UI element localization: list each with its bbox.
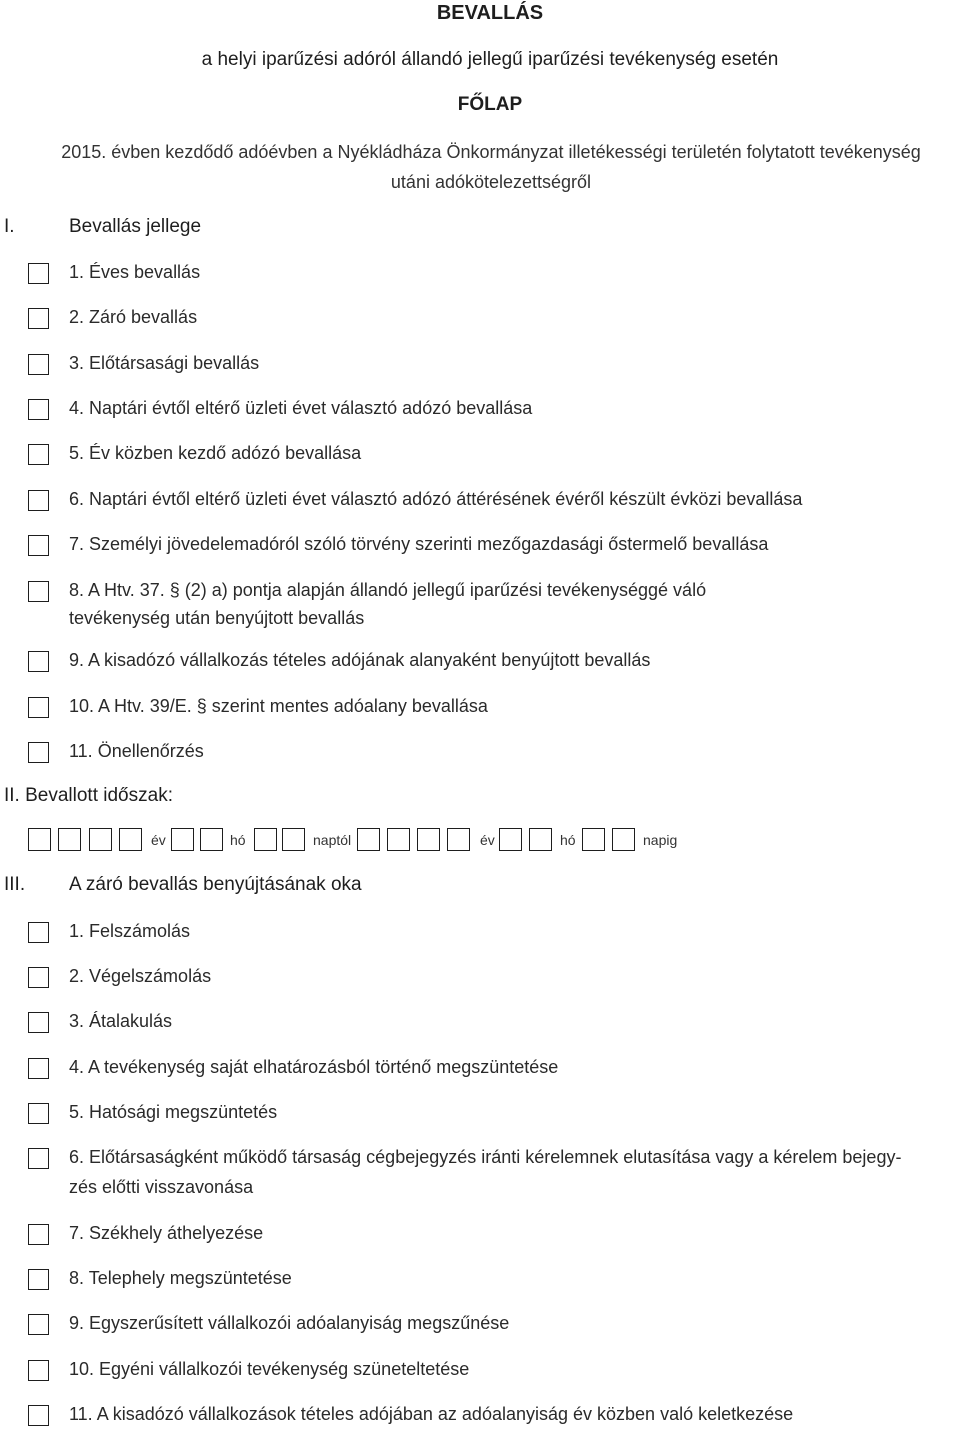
- year-from-label: év: [151, 832, 166, 848]
- section-1-number: I.: [4, 216, 15, 237]
- checkbox-telephely-megszuntetes[interactable]: [28, 1269, 49, 1290]
- day-to-label: napig: [643, 832, 678, 848]
- day-to-digit-2[interactable]: [612, 828, 635, 851]
- option-label: 3. Átalakulás: [69, 1011, 173, 1031]
- month-to-digit-1[interactable]: [499, 828, 522, 851]
- checkbox-ev-kozben-kezdo[interactable]: [28, 444, 49, 465]
- year-from-digit-4[interactable]: [119, 828, 142, 851]
- option-label: 4. A tevékenység saját elhatározásból történő megszüntetése: [69, 1057, 559, 1077]
- year-to-digit-1[interactable]: [357, 828, 380, 851]
- form-title: BEVALLÁS: [436, 2, 544, 24]
- option-label: 11. Önellenőrzés: [69, 741, 204, 761]
- checkbox-hatosagi-megszuntetes[interactable]: [28, 1103, 49, 1124]
- checkbox-eves-bevallas[interactable]: [28, 263, 49, 284]
- year-to-label: év: [480, 832, 495, 848]
- section-3-number: III.: [4, 874, 26, 895]
- checkbox-onellenorzes[interactable]: [28, 742, 49, 763]
- year-from-digit-1[interactable]: [28, 828, 51, 851]
- option-label: 5. Hatósági megszüntetés: [69, 1102, 278, 1122]
- year-from-digit-3[interactable]: [89, 828, 112, 851]
- form-sheet-label: FŐLAP: [457, 94, 523, 115]
- option-label: 9. A kisadózó vállalkozás tételes adójának alanyaként benyújtott bevallás: [69, 650, 651, 670]
- month-from-label: hó: [230, 832, 246, 848]
- option-label: 6. Előtársaságként működő társaság cégbejegyzés iránti kérelemnek elutasítása vagy a kérelem bejegy-: [69, 1147, 902, 1167]
- option-label: 1. Felszámolás: [69, 921, 191, 941]
- checkbox-ostermelo[interactable]: [28, 535, 49, 556]
- option-label: 4. Naptári évtől eltérő üzleti évet választó adózó bevallása: [69, 398, 533, 418]
- option-label: 1. Éves bevallás: [69, 262, 201, 282]
- option-label: 8. Telephely megszüntetése: [69, 1268, 292, 1288]
- option-label: 2. Végelszámolás: [69, 966, 212, 986]
- option-label: 6. Naptári évtől eltérő üzleti évet választó adózó áttérésének évéről készült évközi bevallása: [69, 489, 803, 509]
- day-from-digit-1[interactable]: [254, 828, 277, 851]
- form-subtitle: a helyi iparűzési adóról állandó jellegű iparűzési tevékenység esetén: [201, 49, 779, 70]
- day-from-label: naptól: [313, 832, 352, 848]
- option-label-continued: tevékenység után benyújtott bevallás: [69, 608, 365, 628]
- month-to-digit-2[interactable]: [529, 828, 552, 851]
- checkbox-zaro-bevallas[interactable]: [28, 308, 49, 329]
- section-3-title: A záró bevallás benyújtásának oka: [69, 874, 362, 895]
- checkbox-eltero-uzleti-ev[interactable]: [28, 399, 49, 420]
- checkbox-felszamolas[interactable]: [28, 922, 49, 943]
- checkbox-mentes-adoalany[interactable]: [28, 697, 49, 718]
- checkbox-szuneteltetes[interactable]: [28, 1360, 49, 1381]
- checkbox-elotarsasag-elutasitas[interactable]: [28, 1148, 49, 1169]
- month-to-label: hó: [560, 832, 576, 848]
- month-from-digit-1[interactable]: [171, 828, 194, 851]
- option-label: 5. Év közben kezdő adózó bevallása: [69, 443, 362, 463]
- checkbox-kisadozo[interactable]: [28, 651, 49, 672]
- day-to-digit-1[interactable]: [582, 828, 605, 851]
- option-label: 11. A kisadózó vállalkozások tételes adójában az adóalanyiság év közben való keletkezése: [69, 1404, 794, 1424]
- checkbox-eva-megszunes[interactable]: [28, 1314, 49, 1335]
- section-2-title: II. Bevallott időszak:: [4, 785, 173, 806]
- option-label: 3. Előtársasági bevallás: [69, 353, 260, 373]
- option-label: 10. A Htv. 39/E. § szerint mentes adóalany bevallása: [69, 696, 488, 716]
- checkbox-atteres-evkozi[interactable]: [28, 490, 49, 511]
- option-label: 7. Személyi jövedelemadóról szóló törvény szerinti mezőgazdasági őstermelő bevallása: [69, 534, 769, 554]
- option-label: 2. Záró bevallás: [69, 307, 198, 327]
- year-to-digit-4[interactable]: [447, 828, 470, 851]
- year-to-digit-2[interactable]: [387, 828, 410, 851]
- intro-line-1: 2015. évben kezdődő adóévben a Nyékládháza Önkormányzat illetékességi területén folytatott tevékenység: [61, 142, 921, 162]
- intro-line-2: utáni adókötelezettségről: [390, 172, 592, 192]
- checkbox-vegelszamolas[interactable]: [28, 967, 49, 988]
- checkbox-atalakulas[interactable]: [28, 1012, 49, 1033]
- day-from-digit-2[interactable]: [282, 828, 305, 851]
- month-from-digit-2[interactable]: [200, 828, 223, 851]
- option-label: 8. A Htv. 37. § (2) a) pontja alapján állandó jellegű iparűzési tevékenységgé váló: [69, 580, 707, 600]
- checkbox-sajat-megszuntetes[interactable]: [28, 1058, 49, 1079]
- checkbox-htv-37[interactable]: [28, 581, 49, 602]
- checkbox-elotarsasagi-bevallas[interactable]: [28, 354, 49, 375]
- option-label: 9. Egyszerűsített vállalkozói adóalanyiság megszűnése: [69, 1313, 510, 1333]
- option-label: 7. Székhely áthelyezése: [69, 1223, 264, 1243]
- option-label-continued: zés előtti visszavonása: [69, 1177, 254, 1197]
- year-to-digit-3[interactable]: [417, 828, 440, 851]
- section-1-title: Bevallás jellege: [69, 216, 202, 237]
- option-label: 10. Egyéni vállalkozói tevékenység szüneteltetése: [69, 1359, 470, 1379]
- checkbox-szekhely-athelyezes[interactable]: [28, 1224, 49, 1245]
- year-from-digit-2[interactable]: [58, 828, 81, 851]
- checkbox-kisadozo-keletkezes[interactable]: [28, 1405, 49, 1426]
